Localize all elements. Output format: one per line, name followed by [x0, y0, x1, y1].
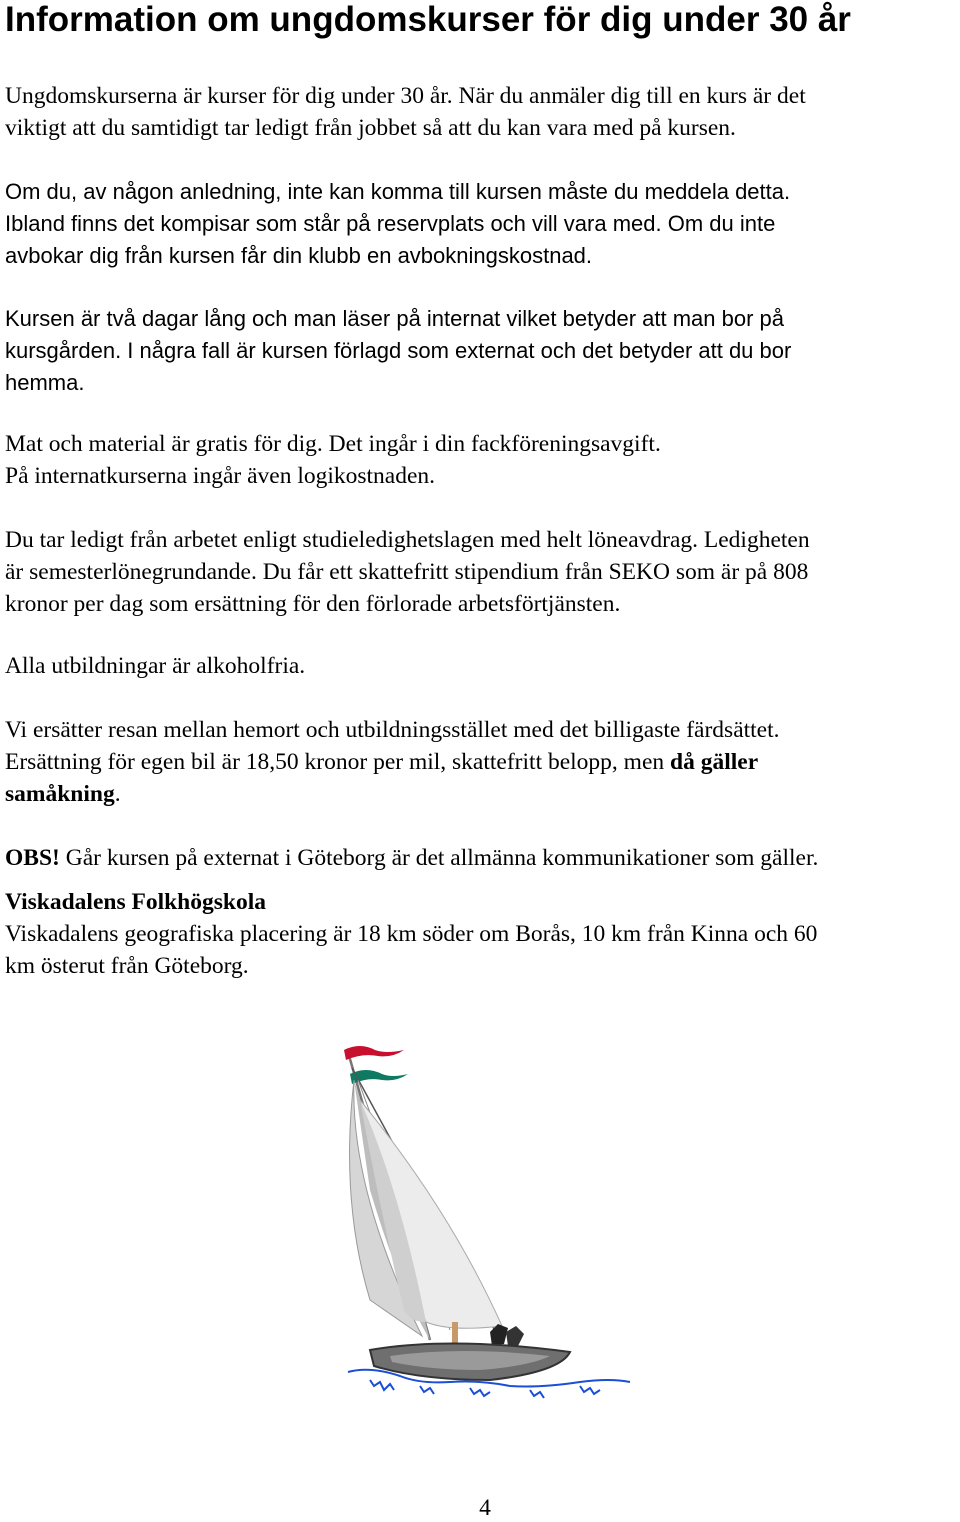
- text-bold: då gäller: [670, 749, 759, 775]
- text-line: Kursen är två dagar lång och man läser på internat vilket betyder att man bor på: [5, 306, 784, 331]
- paragraph-cancellation: [5, 176, 960, 272]
- paragraph-travel: [5, 714, 960, 810]
- paragraph-alcohol: [5, 650, 960, 682]
- text-line: Om du, av någon anledning, inte kan komma till kursen måste du meddela detta.: [5, 179, 791, 204]
- obs-text: Går kursen på externat i Göteborg är det allmänna kommunikationer som gäller.: [59, 845, 819, 871]
- text-line: Vi ersätter resan mellan hemort och utbildningsstället med det billigaste färdsättet.: [5, 717, 780, 743]
- text-line: [5, 778, 960, 810]
- page-title: Information om ungdomskurser för dig under 30 år: [5, 0, 851, 39]
- paragraph-course-length: [5, 303, 960, 399]
- text-line: kronor per dag som ersättning för den förlorade arbetsförtjänsten.: [5, 591, 621, 617]
- text-line: avbokar dig från kursen får din klubb en avbokningskostnad.: [5, 243, 593, 268]
- sailboat-icon: [330, 1040, 650, 1410]
- paragraph-obs: [5, 842, 960, 874]
- text-line: Ibland finns det kompisar som står på reservplats och vill vara med. Om du inte: [5, 211, 776, 236]
- text-line: [5, 842, 960, 874]
- text-line: km österut från Göteborg.: [5, 953, 249, 979]
- text-line: Mat och material är gratis för dig. Det ingår i din fackföreningsavgift.: [5, 431, 661, 457]
- school-heading: Viskadalens Folkhögskola: [5, 889, 266, 915]
- text-normal: .: [114, 781, 121, 807]
- paragraph-leave: [5, 524, 960, 620]
- text-line: Ungdomskurserna är kurser för dig under 30 år. När du anmäler dig till en kurs är det: [5, 83, 806, 109]
- page-number: 4: [479, 1495, 491, 1521]
- text-line: hemma.: [5, 370, 85, 395]
- paragraph-food-material: [5, 428, 960, 492]
- text-line: Viskadalens geografiska placering är 18 km söder om Borås, 10 km från Kinna och 60: [5, 921, 818, 947]
- text-line: Du tar ledigt från arbetet enligt studieledighetslagen med helt löneavdrag. Ledigheten: [5, 527, 810, 553]
- text-line: kursgården. I några fall är kursen förlagd som externat och det betyder att du bor: [5, 338, 792, 363]
- text-line: [5, 746, 960, 778]
- text-line: viktigt att du samtidigt tar ledigt från jobbet så att du kan vara med på kursen.: [5, 115, 736, 141]
- paragraph-school: [5, 886, 960, 982]
- text-line: På internatkurserna ingår även logikostnaden.: [5, 463, 436, 489]
- obs-label: OBS!: [5, 845, 60, 871]
- text-line: Alla utbildningar är alkoholfria.: [5, 653, 306, 679]
- text-normal: Ersättning för egen bil är 18,50 kronor per mil, skattefritt belopp, men: [5, 749, 671, 775]
- paragraph-intro: [5, 80, 960, 144]
- text-line: är semesterlönegrundande. Du får ett skattefritt stipendium från SEKO som är på 808: [5, 559, 809, 585]
- text-bold: samåkning: [5, 781, 115, 807]
